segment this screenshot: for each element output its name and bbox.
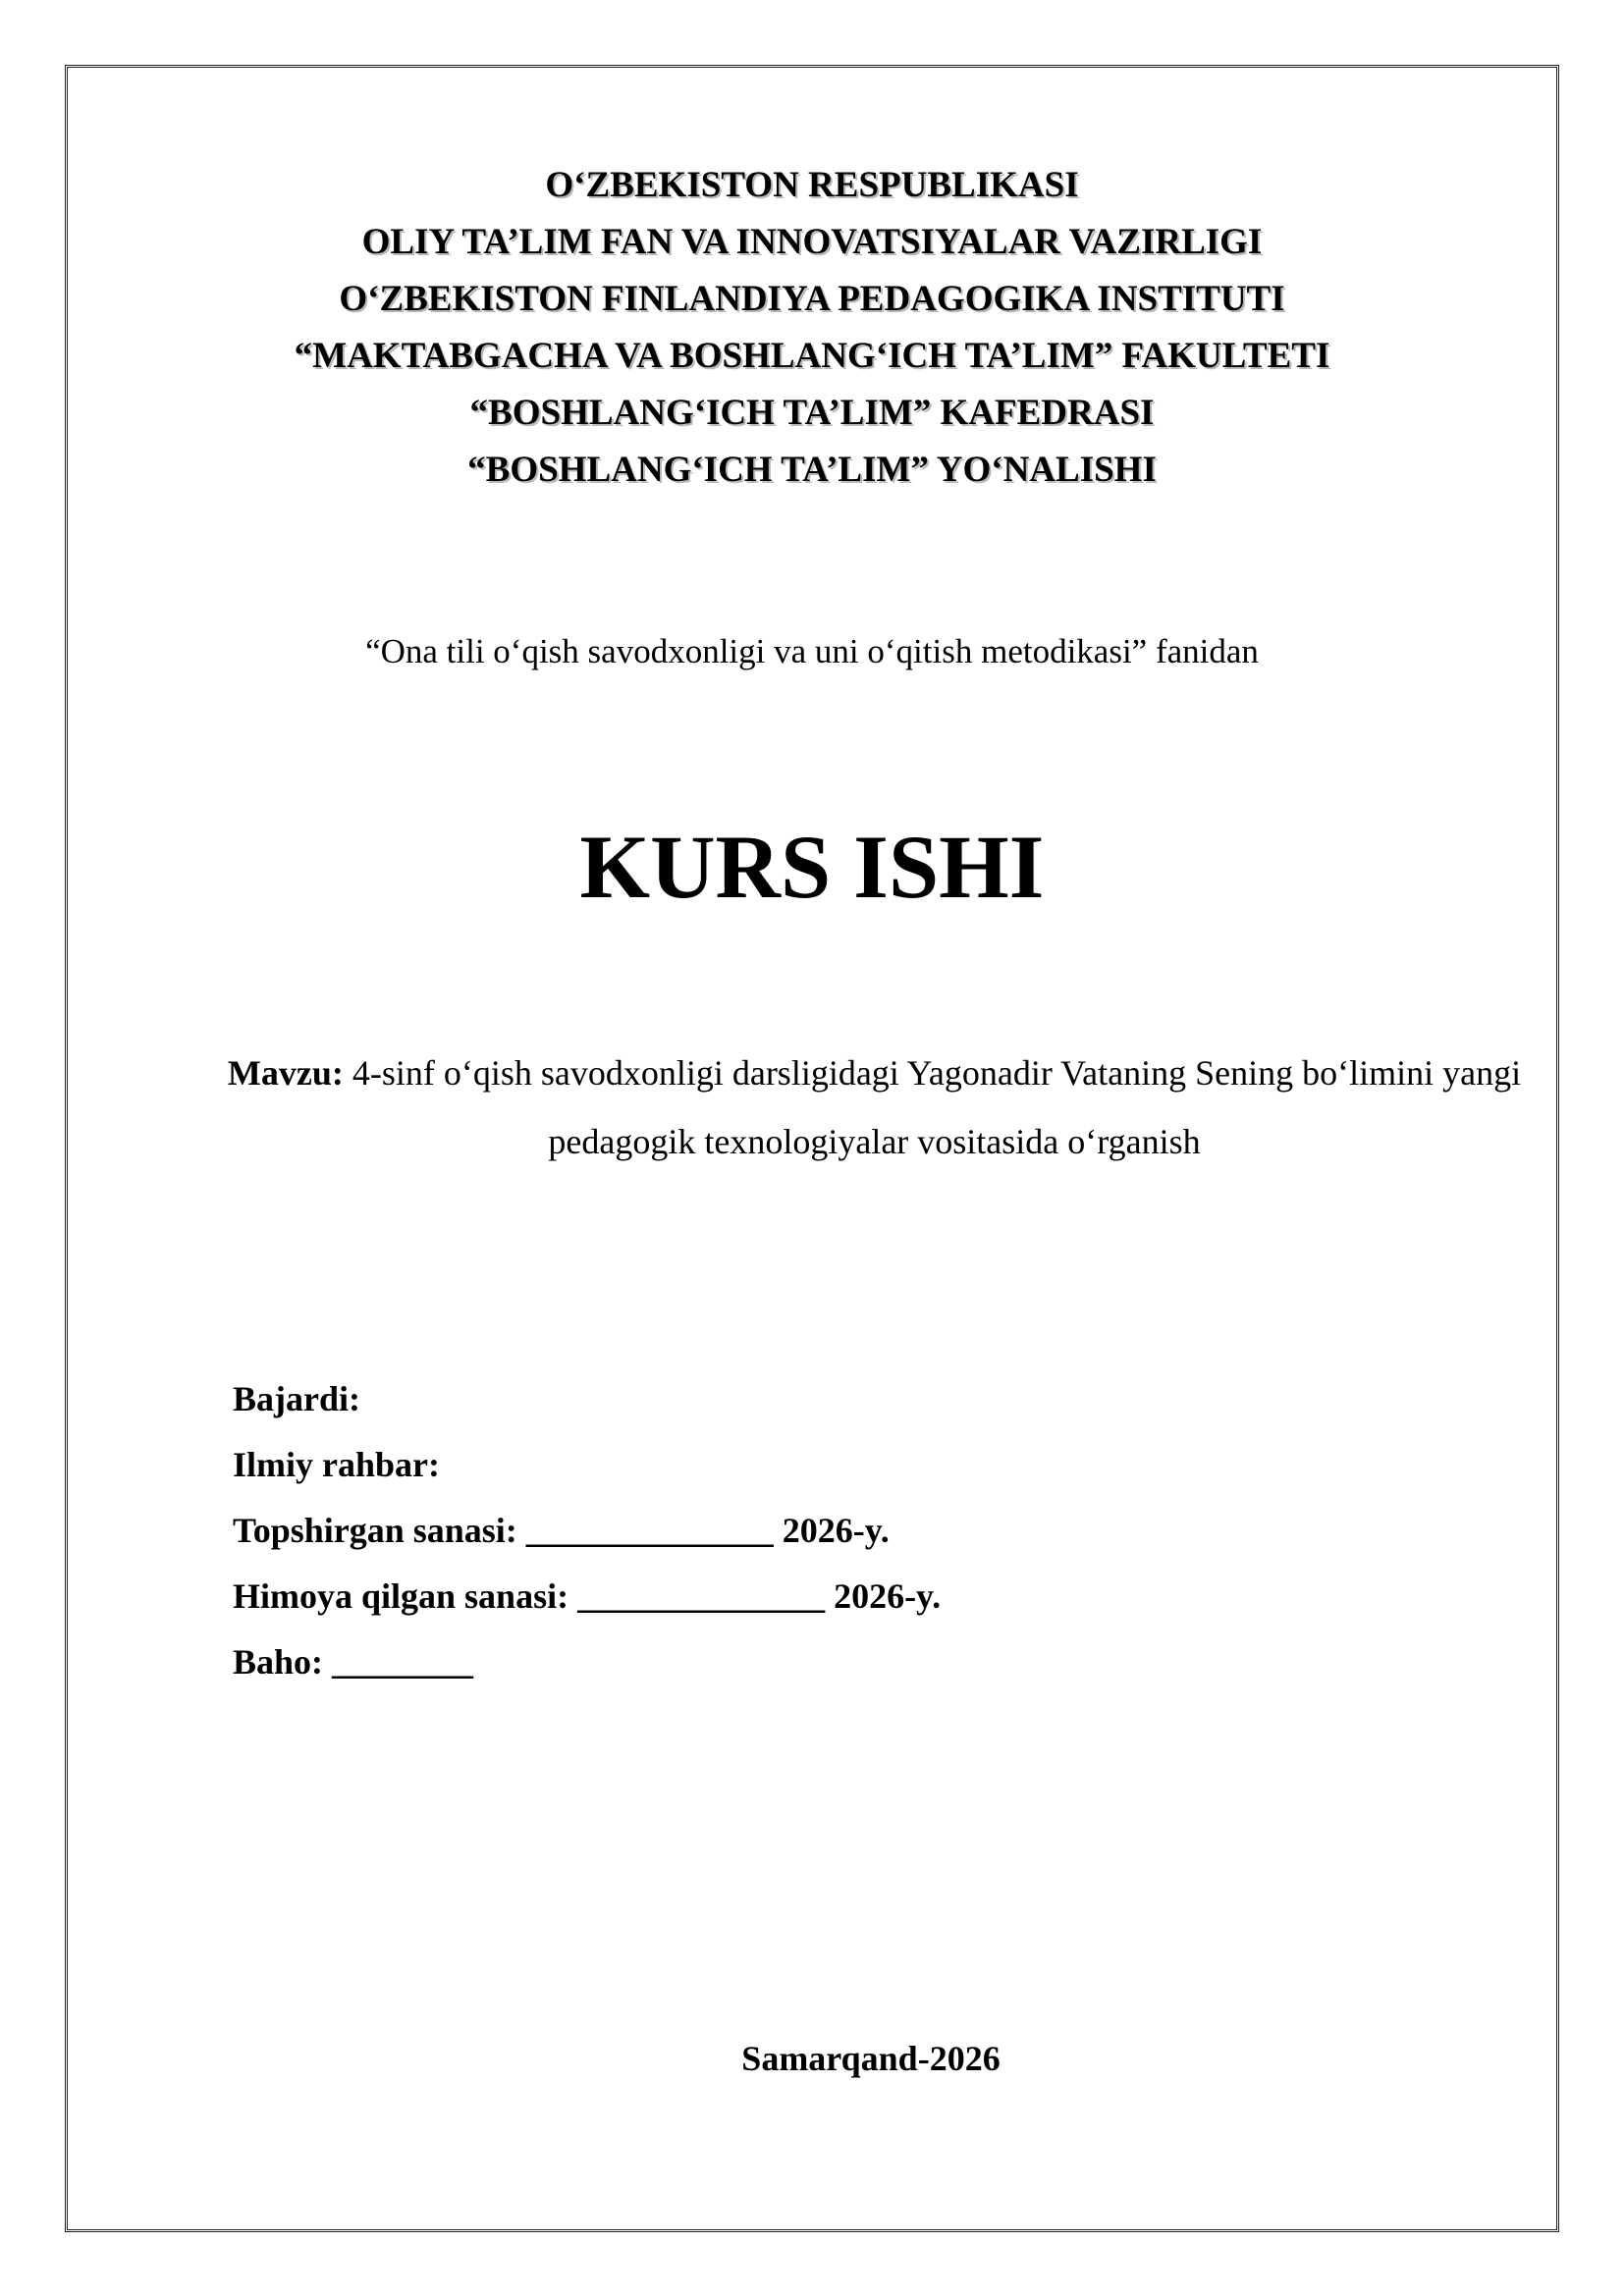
header-line-faculty: “MAKTABGACHA VA BOSHLANG‘ICH TA’LIM” FAKULTETI	[294, 336, 1330, 376]
grade-row: Baho: ________	[233, 1642, 474, 1682]
city-year: Samarqand-2026	[741, 2039, 1001, 2078]
header-line-institute: O‘ZBEKISTON FINLANDIYA PEDAGOGIKA INSTITUTI	[339, 279, 1285, 319]
header-line-country: O‘ZBEKISTON RESPUBLIKASI	[545, 165, 1079, 205]
topic-paragraph	[226, 1039, 1523, 1176]
submission-info	[233, 1366, 1411, 1695]
supervisor-row: Ilmiy rahbar:	[233, 1445, 440, 1484]
document-title: KURS ISHI	[579, 817, 1045, 917]
topic-label: Mavzu:	[227, 1053, 344, 1093]
defended-date-row: Himoya qilgan sanasi: ______________ 2026-y.	[233, 1576, 942, 1616]
course-subject: “Ona tili o‘qish savodxonligi va uni o‘qitish metodikasi” fanidan	[365, 632, 1259, 670]
institution-header	[0, 157, 1624, 499]
header-line-direction: “BOSHLANG‘ICH TA’LIM” YO‘NALISHI	[467, 450, 1157, 490]
header-line-department: “BOSHLANG‘ICH TA’LIM” KAFEDRASI	[469, 393, 1155, 433]
performer-row: Bajardi:	[233, 1379, 360, 1418]
submitted-date-row: Topshirgan sanasi: ______________ 2026-y.	[233, 1511, 890, 1550]
topic-text: 4-sinf o‘qish savodxonligi darsligidagi Yagonadir Vataning Sening bo‘limini yangi pedagogik texnologiyalar vositasida o‘rganish	[343, 1053, 1522, 1161]
header-line-ministry: OLIY TA’LIM FAN VA INNOVATSIYALAR VAZIRLIGI	[361, 222, 1263, 262]
